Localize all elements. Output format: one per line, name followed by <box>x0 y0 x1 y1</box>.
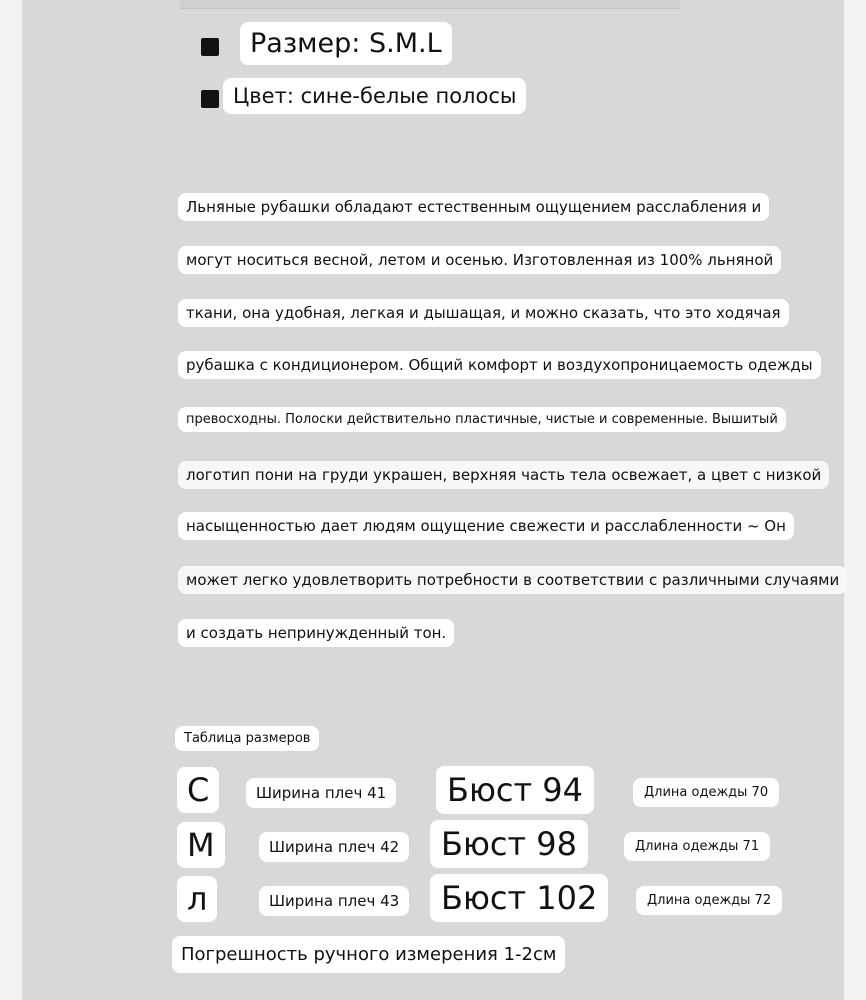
shoulder-width-m: Ширина плеч 42 <box>259 832 409 862</box>
shoulder-width-s: Ширина плеч 41 <box>246 778 396 808</box>
page-frame-left <box>0 0 22 1000</box>
description-line: насыщенностью дает людям ощущение свежести и расслабленности ~ Он <box>178 512 794 540</box>
shoulder-width-l: Ширина плеч 43 <box>259 886 409 916</box>
garment-length-m: Длина одежды 71 <box>624 832 770 861</box>
size-letter-l: л <box>177 876 217 922</box>
bust-l: Бюст 102 <box>430 874 608 922</box>
top-edge-strip <box>180 0 680 9</box>
description-line: может легко удовлетворить потребности в соответствии с различными случаями <box>178 566 847 594</box>
garment-length-s: Длина одежды 70 <box>633 778 779 807</box>
description-line: превосходны. Полоски действительно пластичные, чистые и современные. Вышитый <box>178 407 786 432</box>
description-line: ткани, она удобная, легкая и дышащая, и можно сказать, что это ходячая <box>178 299 789 327</box>
description-line: и создать непринужденный тон. <box>178 619 454 647</box>
color-heading: Цвет: сине-белые полосы <box>223 78 526 114</box>
description-line: могут носиться весной, летом и осенью. Изготовленная из 100% льняной <box>178 246 781 274</box>
size-bullet-icon <box>201 38 219 56</box>
page-frame-right <box>844 0 866 1000</box>
garment-length-l: Длина одежды 72 <box>636 886 782 915</box>
description-line: рубашка с кондиционером. Общий комфорт и воздухопроницаемость одежды <box>178 351 821 379</box>
size-letter-s: С <box>177 767 219 813</box>
color-bullet-icon <box>201 90 219 108</box>
size-table-title: Таблица размеров <box>175 726 319 751</box>
measurement-error-note: Погрешность ручного измерения 1-2см <box>172 936 565 973</box>
description-line: логотип пони на груди украшен, верхняя часть тела освежает, а цвет с низкой <box>178 461 829 489</box>
size-letter-m: М <box>177 822 225 868</box>
bust-s: Бюст 94 <box>436 766 594 814</box>
description-line: Льняные рубашки обладают естественным ощущением расслабления и <box>178 193 769 221</box>
bust-m: Бюст 98 <box>430 820 588 868</box>
size-heading: Размер: S.M.L <box>240 22 452 65</box>
